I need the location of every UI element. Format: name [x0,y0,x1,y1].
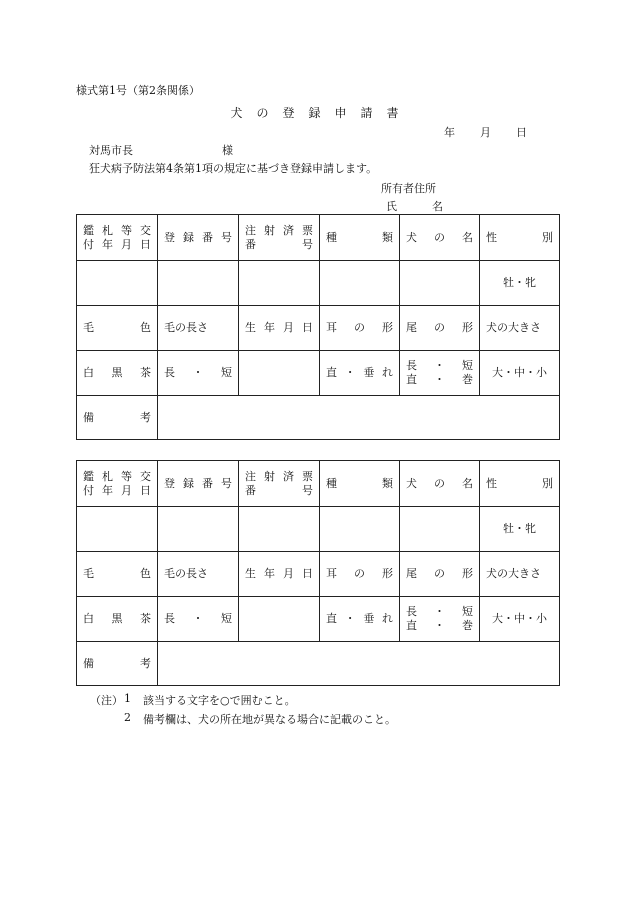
sex-options[interactable]: 牡・牝 [480,261,560,306]
header-dog-name: 犬 の 名 [400,215,480,261]
label-birth-date: 生 年 月 日 [239,306,320,351]
note-number: 1 [124,692,131,705]
birth-date-input[interactable] [239,597,320,642]
remarks-input[interactable] [158,396,560,440]
registration-number-input[interactable] [158,261,239,306]
label-dog-size: 犬の大きさ [480,306,560,351]
remarks-input[interactable] [158,642,560,686]
header-license-issue-date: 鑑 札 等 交 付 年 月 日 [77,461,158,507]
license-issue-date-input[interactable] [77,507,158,552]
label-ear-shape: 耳 の 形 [320,552,400,597]
dog-size-options[interactable]: 大・中・小 [480,351,560,396]
registration-table-2 [76,460,560,686]
label-tail-shape: 尾 の 形 [400,552,480,597]
coat-color-options[interactable]: 白 黒 茶 [77,351,158,396]
vaccination-tag-number-input[interactable] [239,507,320,552]
note-text: 該当する文字を○で囲むこと。 [143,694,296,707]
breed-input[interactable] [320,507,400,552]
label-dog-size: 犬の大きさ [480,552,560,597]
header-sex: 性 別 [480,461,560,507]
addressee: 対馬市長 [89,144,133,157]
dog-name-input[interactable] [400,261,480,306]
tail-shape-options[interactable]: 長 ・ 短 直 ・ 巻 [400,597,480,642]
notes-label: （注） [90,694,123,707]
dog-size-options[interactable]: 大・中・小 [480,597,560,642]
label-tail-shape: 尾 の 形 [400,306,480,351]
ear-shape-options[interactable]: 直 ・ 垂 れ [320,597,400,642]
note-number: 2 [124,711,131,724]
header-registration-number: 登 録 番 号 [158,215,239,261]
date-day-label: 日 [516,126,527,139]
header-breed: 種 類 [320,461,400,507]
form-number: 様式第1号（第2条関係） [76,84,200,97]
label-remarks: 備 考 [77,396,158,440]
honorific: 様 [222,144,233,157]
sex-options[interactable]: 牡・牝 [480,507,560,552]
header-sex: 性 別 [480,215,560,261]
label-hair-length: 毛の長さ [158,306,239,351]
application-statement: 狂犬病予防法第4条第1項の規定に基づき登録申請します。 [89,162,378,175]
header-vaccination-tag-number: 注 射 済 票 番 号 [239,461,320,507]
birth-date-input[interactable] [239,351,320,396]
hair-length-options[interactable]: 長 ・ 短 [158,597,239,642]
document-title: 犬 の 登 録 申 請 書 [230,106,400,120]
label-coat-color: 毛 色 [77,306,158,351]
header-breed: 種 類 [320,215,400,261]
coat-color-options[interactable]: 白 黒 茶 [77,597,158,642]
header-license-issue-date: 鑑 札 等 交 付 年 月 日 [77,215,158,261]
label-remarks: 備 考 [77,642,158,686]
label-coat-color: 毛 色 [77,552,158,597]
license-issue-date-input[interactable] [77,261,158,306]
vaccination-tag-number-input[interactable] [239,261,320,306]
note-text: 備考欄は、犬の所在地が異なる場合に記載のこと。 [143,713,396,726]
dog-name-input[interactable] [400,507,480,552]
owner-address-label: 所有者住所 [381,182,436,195]
owner-name-label-1: 氏 [386,200,397,213]
date-month-label: 月 [480,126,491,139]
ear-shape-options[interactable]: 直 ・ 垂 れ [320,351,400,396]
registration-number-input[interactable] [158,507,239,552]
breed-input[interactable] [320,261,400,306]
label-birth-date: 生 年 月 日 [239,552,320,597]
owner-name-label-2: 名 [432,200,443,213]
label-ear-shape: 耳 の 形 [320,306,400,351]
date-year-label: 年 [444,126,455,139]
label-hair-length: 毛の長さ [158,552,239,597]
header-dog-name: 犬 の 名 [400,461,480,507]
registration-table-1 [76,214,560,440]
header-vaccination-tag-number: 注 射 済 票 番 号 [239,215,320,261]
header-registration-number: 登 録 番 号 [158,461,239,507]
hair-length-options[interactable]: 長 ・ 短 [158,351,239,396]
tail-shape-options[interactable]: 長 ・ 短 直 ・ 巻 [400,351,480,396]
